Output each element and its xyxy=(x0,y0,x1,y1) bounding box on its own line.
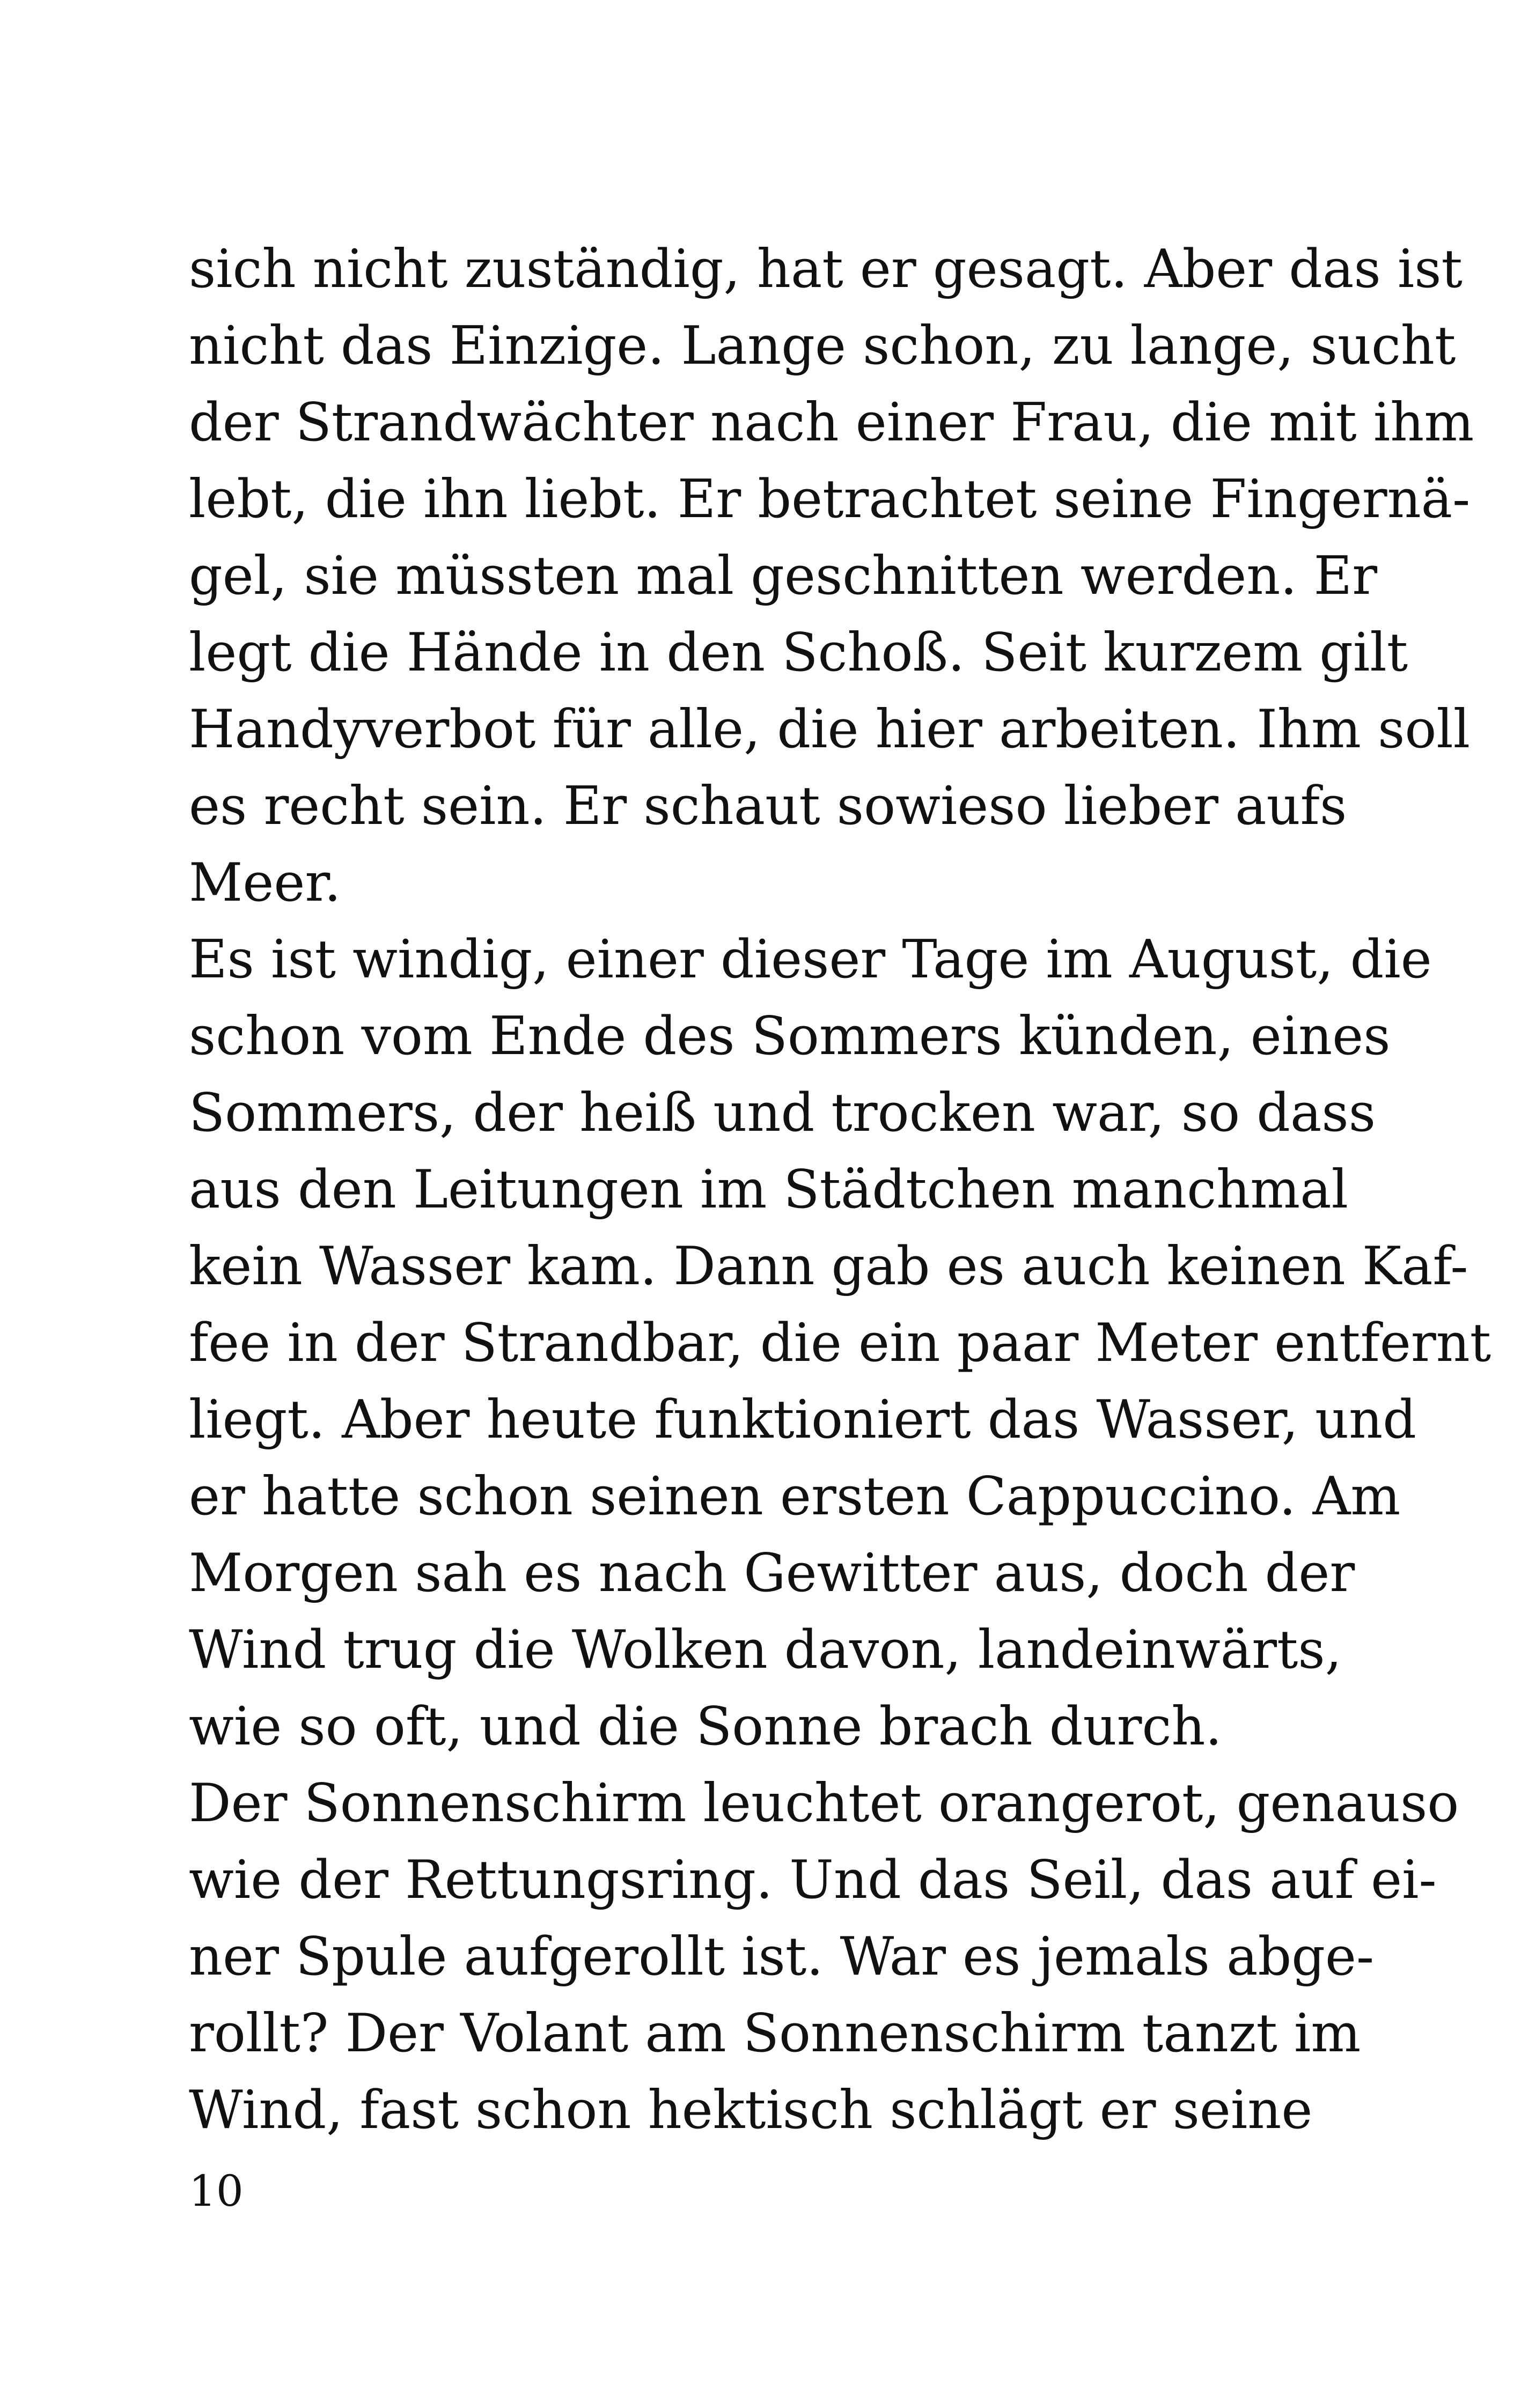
text-line: wie so oft, und die Sonne brach durch. xyxy=(189,1696,1222,1757)
text-line: nicht das Einzige. Lange schon, zu lange, sucht xyxy=(189,315,1456,377)
text-line: schon vom Ende des Sommers künden, eines xyxy=(189,1006,1391,1067)
text-line: Handyverbot für alle, die hier arbeiten. Ihm soll xyxy=(189,699,1471,760)
text-line: sich nicht zuständig, hat er gesagt. Aber das ist xyxy=(189,239,1463,300)
text-line: fee in der Strandbar, die ein paar Meter entfernt xyxy=(189,1313,1491,1374)
text-line: Es ist windig, einer dieser Tage im August, die xyxy=(189,929,1432,990)
text-line: lebt, die ihn liebt. Er betrachtet seine Fingernä- xyxy=(189,469,1471,530)
text-line: rollt? Der Volant am Sonnenschirm tanzt im xyxy=(189,2003,1361,2064)
text-line: Wind, fast schon hektisch schlägt er seine xyxy=(189,2080,1313,2141)
text-line: Meer. xyxy=(189,852,341,914)
text-line: Morgen sah es nach Gewitter aus, doch der xyxy=(189,1543,1355,1604)
text-line: aus den Leitungen im Städtchen manchmal xyxy=(189,1159,1348,1220)
text-line: Wind trug die Wolken davon, landeinwärts, xyxy=(189,1619,1342,1681)
text-line: legt die Hände in den Schoß. Seit kurzem gilt xyxy=(189,622,1408,683)
text-line: ner Spule aufgerollt ist. War es jemals abge- xyxy=(189,1926,1375,1987)
text-line: Der Sonnenschirm leuchtet orangerot, genauso xyxy=(189,1773,1459,1834)
text-line: es recht sein. Er schaut sowieso lieber aufs xyxy=(189,776,1347,837)
page-number: 10 xyxy=(189,2166,244,2216)
text-line: er hatte schon seinen ersten Cappuccino. Am xyxy=(189,1466,1401,1527)
text-line: der Strandwächter nach einer Frau, die mit ihm xyxy=(189,392,1474,453)
body-text xyxy=(189,231,1491,2149)
text-line: liegt. Aber heute funktioniert das Wasser, und xyxy=(189,1389,1416,1450)
text-line: kein Wasser kam. Dann gab es auch keinen Kaf- xyxy=(189,1236,1468,1297)
text-line: wie der Rettungsring. Und das Seil, das auf ei- xyxy=(189,1850,1437,1911)
text-line: Sommers, der heiß und trocken war, so dass xyxy=(189,1083,1376,1144)
text-line: gel, sie müssten mal geschnitten werden. Er xyxy=(189,546,1378,607)
